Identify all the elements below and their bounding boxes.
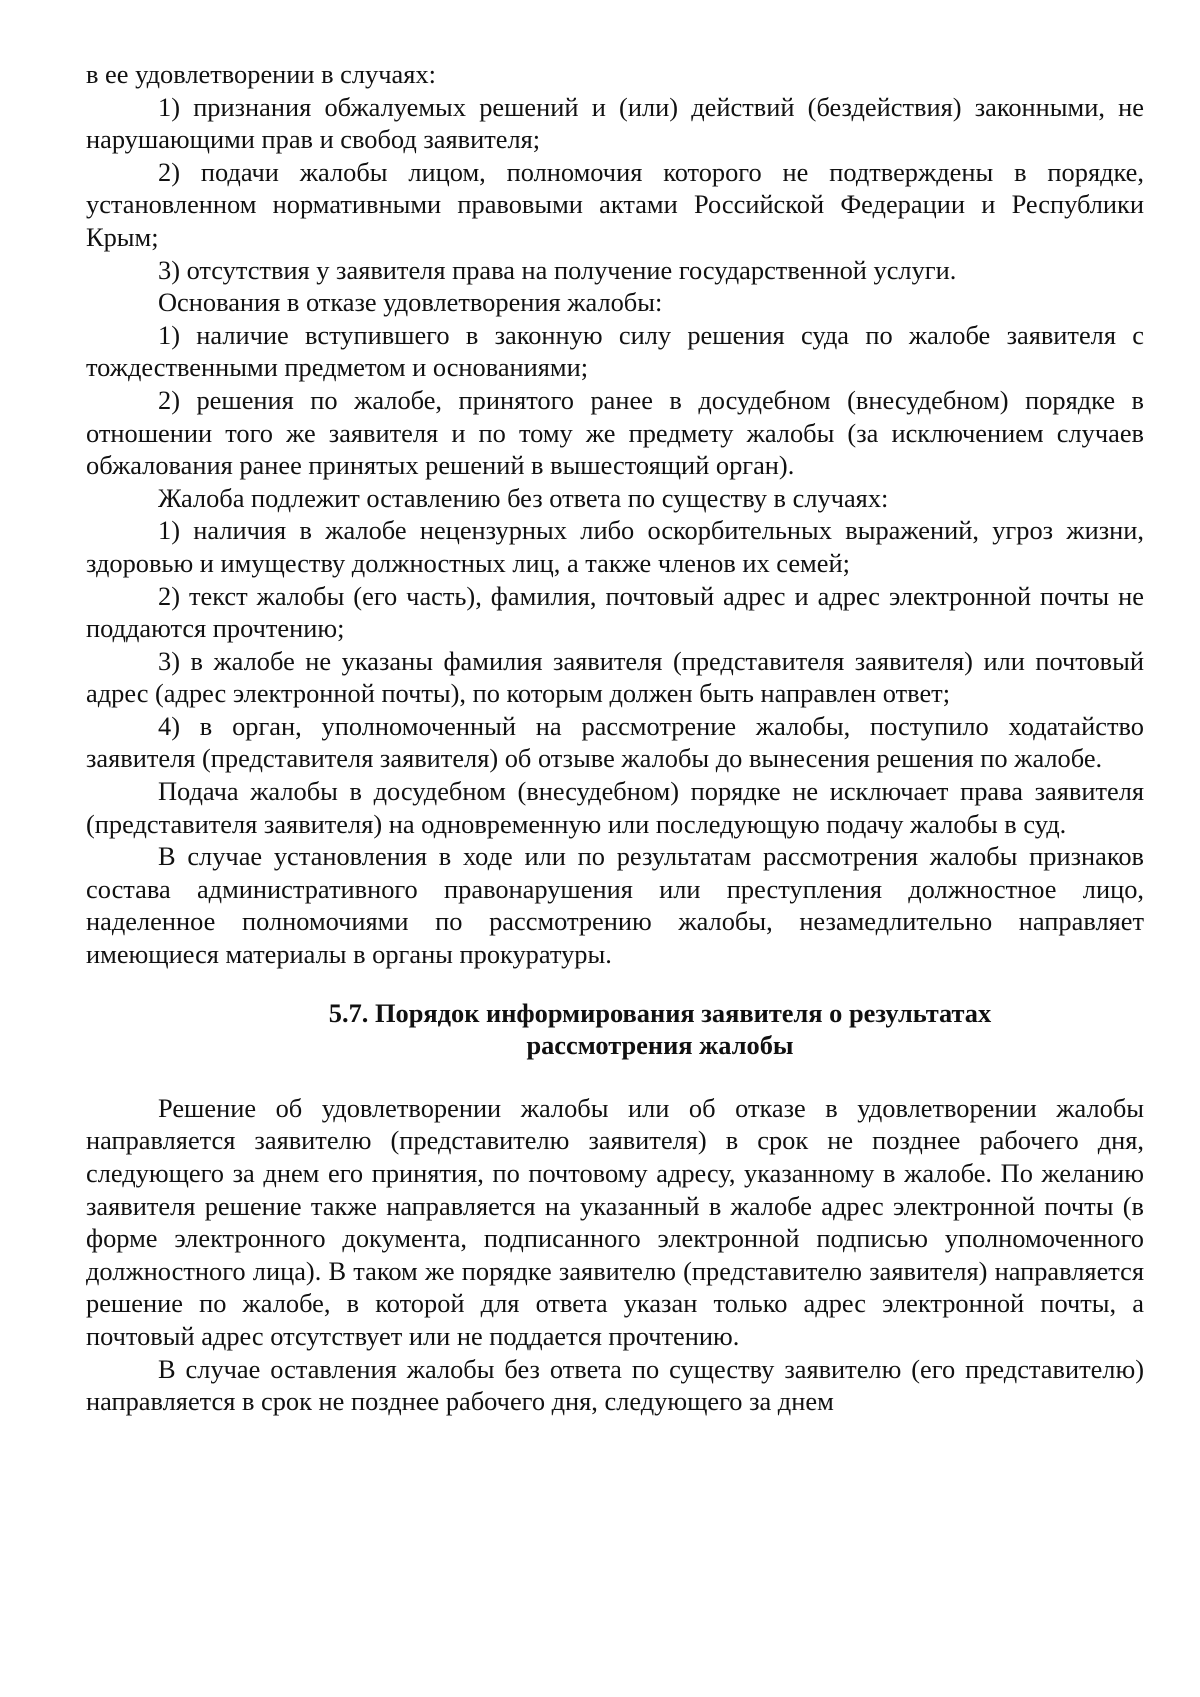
paragraph-continuation: в ее удовлетворении в случаях: [86, 59, 436, 89]
section-heading-line-2: рассмотрения жалобы [526, 1030, 794, 1061]
paragraph-refusal-grounds-intro: Основания в отказе удовлетворения жалобы: [158, 287, 663, 318]
paragraph-court-appeal: Подача жалобы в досудебном (внесудебном) порядке не исключает права заявителя (представителя заявителя) на одновременную или последующую подачу жалобы в суд. [86, 776, 1144, 839]
paragraph-decision-notification: Решение об удовлетворении жалобы или об отказе в удовлетворении жалобы направляется заявителю (представителю заявителя) в срок не позднее рабочего дня, следующего за днем его принятия, по почтовому адресу, указанному в жалобе. По желанию заявителя решение также направляется на указанный в жалобе адрес электронной почты (в форме электронного документа, подписанного электронной подписью уполномоченного должностного лица). В таком же порядке заявителю (представителю заявителя) направляется решение по жалобе, в которой для ответа указан только адрес электронной почты, а почтовый адрес отсутствует или не поддается прочтению. [86, 1092, 1144, 1351]
paragraph-no-answer-case-3: 3) в жалобе не указаны фамилия заявителя (представителя заявителя) или почтовый адрес (адрес электронной почты), по которым должен быть направлен ответ; [86, 645, 1144, 709]
section-heading [86, 997, 1144, 1062]
section-heading-line-1: 5.7. Порядок информирования заявителя о результатах [328, 997, 992, 1028]
paragraph-no-answer-case-4: 4) в орган, уполномоченный на рассмотрение жалобы, поступило ходатайство заявителя (представителя заявителя) об отзыве жалобы до вынесения решения по жалобе. [86, 710, 1144, 774]
paragraph-refusal-reason-2: 2) подачи жалобы лицом, полномочия которого не подтверждены в порядке, установленном нормативными правовыми актами Российской Федерации и Республики Крым; [86, 156, 1144, 252]
paragraph-refusal-ground-2: 2) решения по жалобе, принятого ранее в досудебном (внесудебном) порядке в отношении того же заявителя и по тому же предмету жалобы (за исключением случаев обжалования ранее принятых решений в вышестоящий орган). [86, 384, 1144, 481]
paragraph-no-answer-notification: В случае оставления жалобы без ответа по существу заявителю (его представителю) направляется в срок не позднее рабочего дня, следующего за днем [86, 1353, 1144, 1417]
paragraph-refusal-reason-3: 3) отсутствия у заявителя права на получение государственной услуги. [158, 254, 957, 285]
paragraph-no-answer-case-1: 1) наличия в жалобе нецензурных либо оскорбительных выражений, угроз жизни, здоровью и имуществу должностных лиц, а также членов их семей; [86, 515, 1144, 578]
paragraph-refusal-ground-1: 1) наличие вступившего в законную силу решения суда по жалобе заявителя с тождественными предметом и основаниями; [86, 319, 1144, 383]
document-page [86, 58, 1144, 1418]
paragraph-no-answer-case-2: 2) текст жалобы (его часть), фамилия, почтовый адрес и адрес электронной почты не поддаются прочтению; [86, 580, 1144, 644]
paragraph-prosecution-referral: В случае установления в ходе или по результатам рассмотрения жалобы признаков состава административного правонарушения или преступления должностное лицо, наделенное полномочиями по рассмотрению жалобы, незамедлительно направляет имеющиеся материалы в органы прокуратуры. [86, 841, 1144, 970]
paragraph-no-answer-intro: Жалоба подлежит оставлению без ответа по существу в случаях: [158, 482, 889, 513]
paragraph-refusal-reason-1: 1) признания обжалуемых решений и (или) действий (бездействия) законными, не нарушающими прав и свобод заявителя; [86, 91, 1144, 155]
